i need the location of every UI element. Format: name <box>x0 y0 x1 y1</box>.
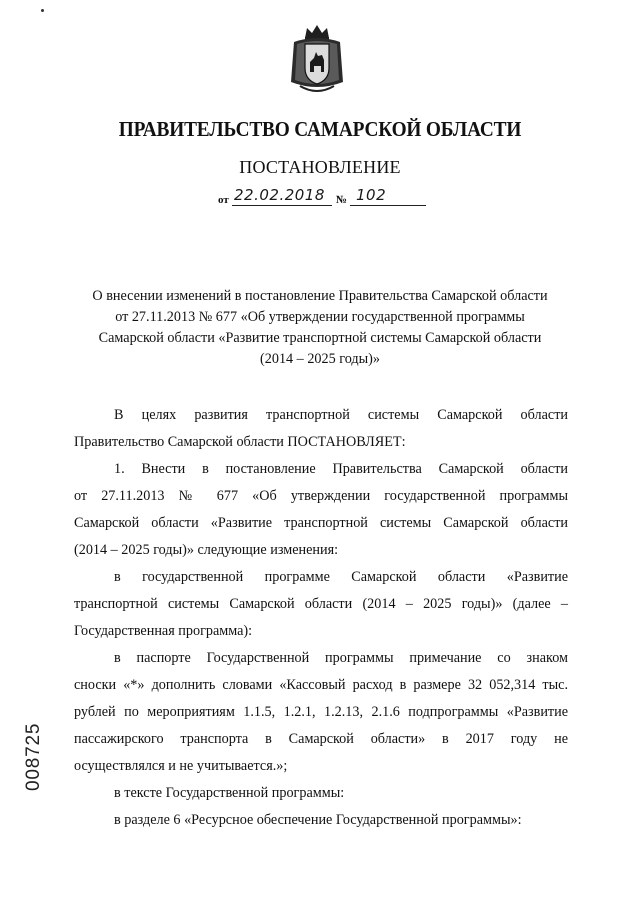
body-line: Правительство Самарской области ПОСТАНОВЛЯЕТ: <box>74 434 406 450</box>
body-line: 1. Внести в постановление Правительства Самарской области <box>114 461 568 477</box>
body-line: в государственной программе Самарской области «Развитие <box>114 569 568 585</box>
body-line: в паспорте Государственной программы примечание со знаком <box>114 650 568 666</box>
document-type: ПОСТАНОВЛЕНИЕ <box>239 157 401 177</box>
body-line: пассажирского транспорта в Самарской области» в 2017 году не <box>74 731 568 747</box>
handwritten-date: 22.02.2018 <box>234 186 325 204</box>
body-line: Самарской области «Развитие транспортной системы Самарской области <box>74 515 568 531</box>
body-line: (2014 – 2025 годы)» следующие изменения: <box>74 542 339 558</box>
subject-line: (2014 – 2025 годы)» <box>260 351 380 367</box>
subject-line: О внесении изменений в постановление Правительства Самарской области <box>92 288 548 304</box>
body-line: в разделе 6 «Ресурсное обеспечение Государственной программы»: <box>114 812 522 828</box>
body-line: Государственная программа): <box>74 623 253 639</box>
samara-coat-of-arms-icon <box>288 22 346 96</box>
document-date-number-line <box>218 188 428 212</box>
date-underline <box>232 205 332 206</box>
number-underline <box>350 205 426 206</box>
scan-speck <box>41 9 44 12</box>
serial-number-stamp: 008725 <box>23 722 44 791</box>
subject-line: Самарской области «Развитие транспортной системы Самарской области <box>98 330 542 346</box>
subject-line: от 27.11.2013 № 677 «Об утверждении государственной программы <box>115 309 525 325</box>
document-subject <box>62 286 578 370</box>
government-name: ПРАВИТЕЛЬСТВО САМАРСКОЙ ОБЛАСТИ <box>118 117 522 141</box>
body-line: В целях развития транспортной системы Самарской области <box>114 407 568 423</box>
body-line: в тексте Государственной программы: <box>114 785 345 801</box>
body-line: рублей по мероприятиям 1.1.5, 1.2.1, 1.2.13, 2.1.6 подпрограммы «Развитие <box>74 704 568 720</box>
body-line: сноски «*» дополнить словами «Кассовый расход в размере 32 052,314 тыс. <box>74 677 568 693</box>
body-line: от 27.11.2013 № 677 «Об утверждении государственной программы <box>74 488 568 504</box>
date-label: от <box>218 194 229 206</box>
body-line: осуществлялся и не учитывается.»; <box>74 758 288 774</box>
handwritten-number: 102 <box>356 186 387 204</box>
number-label: № <box>336 194 348 206</box>
body-line: транспортной системы Самарской области (2014 – 2025 годы)» (далее – <box>74 596 568 612</box>
